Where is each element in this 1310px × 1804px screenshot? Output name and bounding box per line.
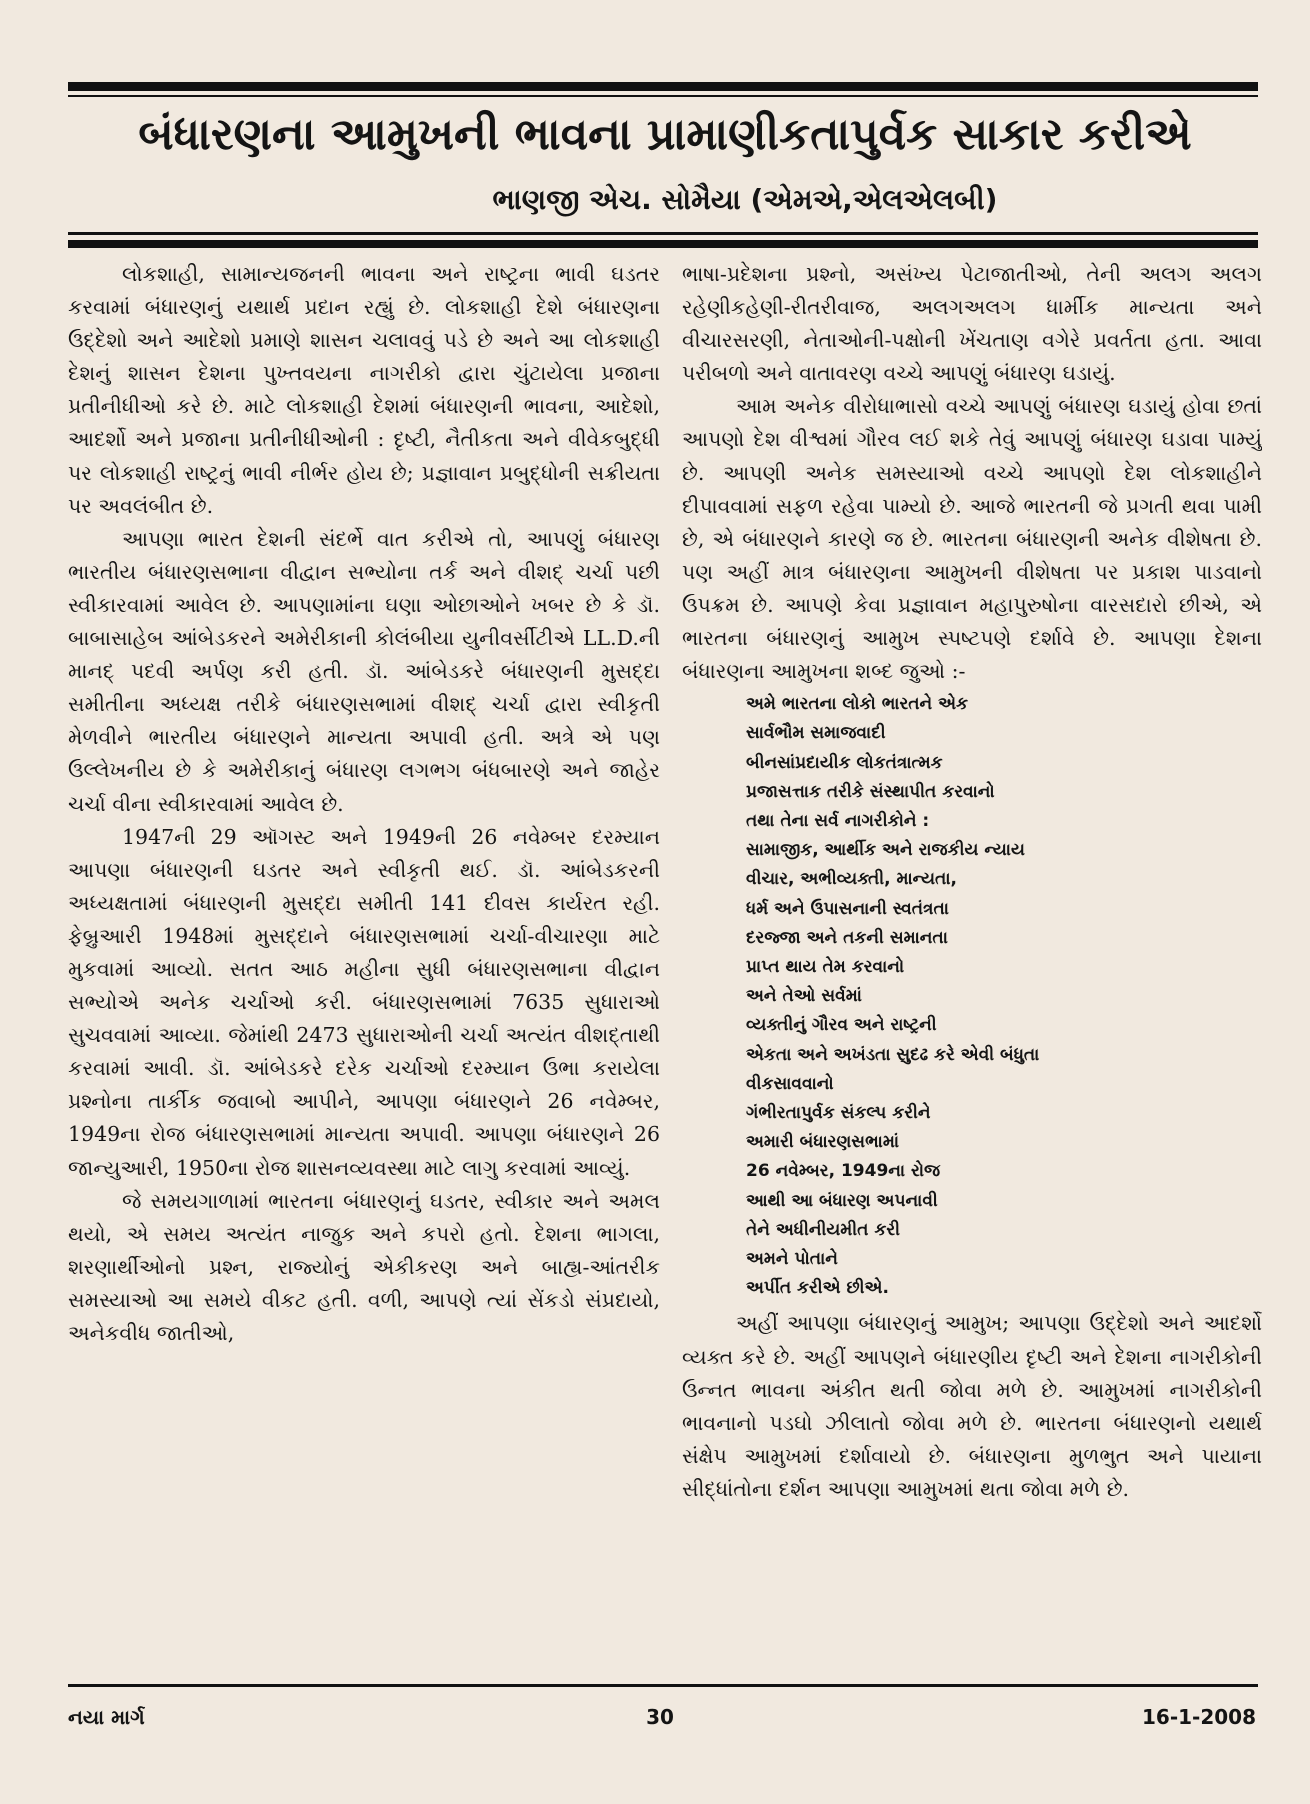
preamble-line: પ્રાપ્ત થાય તેમ કરવાનો	[746, 957, 905, 978]
paragraph: 1947ની 29 ઑગસ્ટ અને 1949ની 26 નવેમ્બર દરમ્યાન આપણા બંધારણની ઘડતર અને સ્વીકૃતી થઈ. ડૉ. આંબેડકરની અધ્યક્ષતામાં બંધારણની મુસદ્દા સમીતી 141 દીવસ કાર્યરત રહી. ફેબ્રુઆરી 1948માં મુસદ્દાને બંધારણસભામાં ચર્ચા-વીચારણા માટે મુકવામાં આવ્યો. સતત આઠ મહીના સુધી બંધારણસભાના વીદ્વાન સભ્યોએ અનેક ચર્ચાઓ કરી. બંધારણસભામાં 7635 સુધારાઓ સુચવવામાં આવ્યા. જેમાંથી 2473 સુધારાઓની ચર્ચા અત્યંત વીશદ્તાથી કરવામાં આવી. ડૉ. આંબેડકરે દરેક ચર્ચાઓ દરમ્યાન ઉભા કરાયેલા પ્રશ્નોના તાર્કીક જવાબો આપીને, આપણા બંધારણને 26 નવેમ્બર, 1949ના રોજ બંધારણસભામાં માન્યતા અપાવી. આપણા બંધારણને 26 જાન્યુઆરી, 1950ના રોજ શાસનવ્યવસ્થા માટે લાગુ કરવામાં આવ્યું.	[68, 824, 660, 1180]
left-column	[68, 258, 660, 1683]
preamble-text	[746, 690, 1262, 1303]
article-title: બંધારણના આમુખની ભાવના પ્રામાણીકતાપુર્વક સાકાર કરીએ	[138, 109, 1192, 160]
header-rule-thin	[68, 232, 1258, 235]
paragraph-continuation: ભાષા-પ્રદેશના પ્રશ્નો, અસંખ્ય પેટાજાતીઓ, તેની અલગ અલગ રહેણીકહેણી-રીતરીવાજ, અલગઅલગ ધાર્મીક માન્યતા અને વીચારસરણી, નેતાઓની-પક્ષોની ખેંચતાણ વગેરે પ્રવર્તતા હતા. આવા પરીબળો અને વાતાવરણ વચ્ચે આપણું બંધારણ ઘડાયું.	[682, 262, 1262, 386]
paragraph: અહીં આપણા બંધારણનું આમુખ; આપણા ઉદ્દેશો અને આદર્શો વ્યક્ત કરે છે. અહીં આપણને બંધારણીય દૃષ્ટી અને દેશના નાગરીકોની ઉન્નત ભાવના અંકીત થતી જોવા મળે છે. આમુખમાં નાગરીકોની ભાવનાનો પડઘો ઝીલાતો જોવા મળે છે. ભારતના બંધારણનો યથાર્થ સંક્ષેપ આમુખમાં દર્શાવાયો છે. બંધારણના મુળભુત અને પાયાના સીદ્ધાંતોના દર્શન આપણા આમુખમાં થતા જોવા મળે છે.	[682, 1311, 1262, 1501]
preamble-line: અર્પીત કરીએ છીએ.	[746, 1278, 889, 1299]
preamble-line: તેને અધીનીયમીત કરી	[746, 1219, 901, 1240]
article-author: ભાણજી એચ. સોમૈયા (એમએ,એલએલબી)	[492, 183, 998, 216]
page-number: 30	[646, 1705, 674, 1729]
preamble-line: ધર્મ અને ઉપાસનાની સ્વતંત્રતા	[746, 898, 949, 919]
magazine-name: નયા માર્ગ	[68, 1705, 145, 1729]
preamble-line: વીકસાવવાનો	[746, 1073, 834, 1094]
preamble-line: સામાજીક, આર્થીક અને રાજકીય ન્યાય	[746, 840, 1025, 861]
paragraph: આમ અનેક વીરોધાભાસો વચ્ચે આપણું બંધારણ ઘડાયું હોવા છતાં આપણો દેશ વીશ્વમાં ગૌરવ લઈ શકે તેવું આપણું બંધારણ ઘડાવા પામ્યું છે. આપણી અનેક સમસ્યાઓ વચ્ચે આપણો દેશ લોકશાહીને દીપાવવામાં સફળ રહેવા પામ્યો છે. આજે ભારતની જે પ્રગતી થવા પામી છે, એ બંધારણને કારણે જ છે. ભારતના બંધારણની અનેક વીશેષતા છે. પણ અહીં માત્ર બંધારણના આમુખની વીશેષતા પર પ્રકાશ પાડવાનો ઉપક્રમ છે. આપણે કેવા પ્રજ્ઞાવાન મહાપુરુષોના વારસદારો છીએ, એ ભારતના બંધારણનું આમુખ સ્પષ્ટપણે દર્શાવે છે. આપણા દેશના બંધારણના આમુખના શબ્દ જુઓ :-	[682, 394, 1262, 684]
top-rule	[68, 82, 1258, 91]
paragraph: આપણા ભારત દેશની સંદર્ભે વાત કરીએ તો, આપણું બંધારણ ભારતીય બંધારણસભાના વીદ્વાન સભ્યોના તર્ક અને વીશદ્ ચર્ચા પછી સ્વીકારવામાં આવેલ છે. આપણામાંના ઘણા ઓછાઓને ખબર છે કે ડૉ. બાબાસાહેબ આંબેડકરને અમેરીકાની કોલંબીયા યુનીવર્સીટીએ LL.D.ની માનદ્ પદવી અર્પણ કરી હતી. ડૉ. આંબેડકરે બંધારણની મુસદ્દા સમીતીના અધ્યક્ષ તરીકે બંધારણસભામાં વીશદ્ ચર્ચા દ્વારા સ્વીકૃતી મેળવીને ભારતીય બંધારણને માન્યતા અપાવી હતી. અત્રે એ પણ ઉલ્લેખનીય છે કે અમેરીકાનું બંધારણ લગભગ બંધબારણે અને જાહેર ચર્ચા વીના સ્વીકારવામાં આવેલ છે.	[68, 526, 660, 816]
preamble-line: 26 નવેમ્બર, 1949ના રોજ	[746, 1161, 941, 1182]
top-rule-thin	[68, 95, 1258, 97]
issue-date: 16-1-2008	[1141, 1705, 1256, 1729]
preamble-line: અને તેઓ સર્વમાં	[746, 986, 862, 1007]
preamble-line: અમને પોતાને	[746, 1249, 838, 1270]
preamble-line: સાર્વભૌમ સમાજવાદી	[746, 723, 886, 744]
preamble-line: બીનસાંપ્રદાયીક લોકતંત્રાત્મક	[746, 752, 943, 773]
preamble-line: પ્રજાસત્તાક તરીકે સંસ્થાપીત કરવાનો	[746, 781, 995, 802]
preamble-line: અમારી બંધારણસભામાં	[746, 1132, 900, 1153]
preamble-line: આથી આ બંધારણ અપનાવી	[746, 1190, 938, 1211]
preamble-line: દરજ્જા અને તકની સમાનતા	[746, 927, 948, 948]
preamble-line: તથા તેના સર્વ નાગરીકોને :	[746, 811, 930, 832]
header-rule-thick	[68, 240, 1258, 248]
footer-rule	[68, 1684, 1258, 1687]
preamble-line: વ્યક્તીનું ગૌરવ અને રાષ્ટ્રની	[746, 1015, 937, 1036]
preamble-line: વીચાર, અભીવ્યક્તી, માન્યતા,	[746, 869, 957, 890]
preamble-line: અમે ભારતના લોકો ભારતને એક	[746, 694, 969, 715]
preamble-line: ગંભીરતાપુર્વક સંકલ્પ કરીને	[746, 1103, 931, 1124]
preamble-line: એકતા અને અખંડતા સુદઢ કરે એવી બંધુતા	[746, 1044, 1040, 1065]
right-column	[682, 258, 1262, 1683]
paragraph: જે સમયગાળામાં ભારતના બંધારણનું ઘડતર, સ્વીકાર અને અમલ થયો, એ સમય અત્યંત નાજુક અને કપરો હતો. દેશના ભાગલા, શરણાર્થીઓનો પ્રશ્ન, રાજ્યોનું એકીકરણ અને બાહ્ય-આંતરીક સમસ્યાઓ આ સમયે વીકટ હતી. વળી, આપણે ત્યાં સેંકડો સંપ્રદાયો, અનેકવીધ જાતીઓ,	[68, 1188, 660, 1345]
paragraph: લોકશાહી, સામાન્યજનની ભાવના અને રાષ્ટ્રના ભાવી ઘડતર કરવામાં બંધારણનું યથાર્થ પ્રદાન રહ્યું છે. લોકશાહી દેશે બંધારણના ઉદ્દેશો અને આદેશો પ્રમાણે શાસન ચલાવવું પડે છે અને આ લોકશાહી દેશનું શાસન દેશના પુખ્તવયના નાગરીકો દ્વારા ચુંટાયેલા પ્રજાના પ્રતીનીધીઓ કરે છે. માટે લોકશાહી દેશમાં બંધારણની ભાવના, આદેશો, આદર્શો અને પ્રજાના પ્રતીનીધીઓની : દૃષ્ટી, નૈતીકતા અને વીવેકબુદ્ધી પર લોકશાહી રાષ્ટ્રનું ભાવી નીર્ભર હોય છે; પ્રજ્ઞાવાન પ્રબુદ્ધોની સક્રીયતા પર અવલંબીત છે.	[68, 262, 660, 518]
